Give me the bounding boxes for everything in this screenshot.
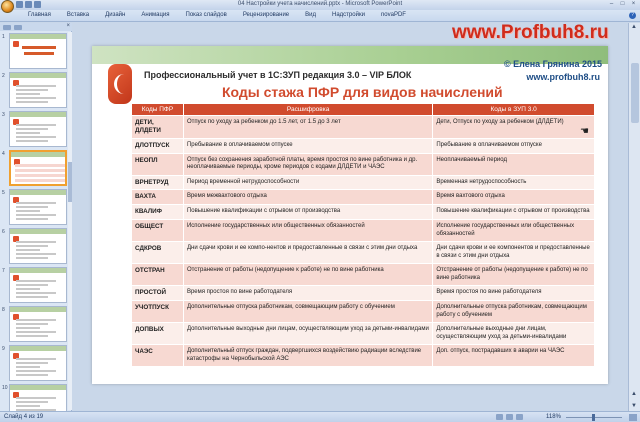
slides-tab[interactable]: [3, 25, 11, 30]
thumbnail-number: 3: [2, 112, 5, 118]
window-title: 04 Настройки учета начислений.pptx - Microsoft PowerPoint: [237, 1, 403, 7]
slide-thumbnail[interactable]: [0, 266, 72, 304]
zup-code-cell: Исполнение государственных или общественных обязанностей: [433, 220, 595, 242]
zoom-slider-knob[interactable]: [592, 414, 595, 421]
table-row: [132, 242, 595, 264]
thumbnail-preview[interactable]: [9, 33, 67, 69]
table-row: [132, 116, 595, 139]
code-cell: ВАХТА: [132, 190, 184, 205]
table-row: [132, 138, 595, 153]
table-header-row: [132, 104, 595, 116]
tab-novapdf[interactable]: novaPDF: [380, 12, 406, 18]
code-cell: СДКРОВ: [132, 242, 184, 264]
zup-code-cell: Отстранение от работы (недопущение к работе) не по вине работника: [433, 264, 595, 286]
slideshow-view-icon[interactable]: [516, 414, 523, 420]
slide-title: Коды стажа ПФР для видов начислений: [222, 84, 503, 100]
maximize-button[interactable]: □: [620, 1, 625, 7]
code-cell: ДЛОТПУСК: [132, 138, 184, 153]
thumbnail-preview[interactable]: [9, 111, 67, 147]
code-cell: ПРОСТОЙ: [132, 286, 184, 301]
title-bar: [0, 0, 640, 10]
slide-author: © Елена Грянина 2015: [503, 59, 602, 69]
thumbnail-preview[interactable]: [9, 150, 67, 186]
zup-code-cell: Пребывание в оплачиваемом отпуске: [433, 138, 595, 153]
office-orb-icon[interactable]: [1, 0, 14, 13]
scroll-up-icon[interactable]: ▲: [631, 24, 637, 30]
description-cell: Отпуск по уходу за ребенком до 1.5 лет, от 1.5 до 3 лет: [183, 116, 432, 139]
table-row: [132, 205, 595, 220]
code-cell: НЕОПЛ: [132, 153, 184, 175]
slide-counter: Слайд 4 из 19: [4, 414, 44, 420]
code-cell: ОБЩЕСТ: [132, 220, 184, 242]
thumbnail-number: 2: [2, 73, 5, 79]
ribbon-tabs: [28, 12, 406, 18]
slide-thumbnail[interactable]: [0, 227, 72, 265]
close-icon[interactable]: ×: [66, 23, 70, 29]
zup-code-cell: Повышение квалификации с отрывом от производства: [433, 205, 595, 220]
column-header: Расшифровка: [183, 104, 432, 116]
thumbnail-number: 10: [2, 385, 8, 391]
thumbnail-number: 4: [2, 151, 5, 157]
ribbon: [0, 10, 640, 22]
table-row: [132, 220, 595, 242]
description-cell: Дополнительный отпуск граждан, подвергшихся воздействию радиации вследствие катастрофы на Чернобыльской АЭС: [183, 345, 432, 367]
zup-code-cell: Временная нетрудоспособность: [433, 175, 595, 190]
outline-tab[interactable]: [14, 25, 22, 30]
tab-design[interactable]: Дизайн: [105, 12, 126, 18]
zoom-level[interactable]: 118%: [546, 414, 561, 420]
description-cell: Дополнительные выходные дни лицам, осуществляющим уход за детьми-инвалидами: [183, 323, 432, 345]
table-row: [132, 286, 595, 301]
zup-code-cell: Доп. отпуск, пострадавших в аварии на ЧАЭС: [433, 345, 595, 367]
tab-insert[interactable]: Вставка: [66, 12, 90, 18]
code-cell: УЧОТПУСК: [132, 301, 184, 323]
slide-thumbnail[interactable]: [0, 110, 72, 148]
slide-thumbnail[interactable]: [0, 305, 72, 343]
help-icon[interactable]: ?: [629, 12, 636, 19]
code-cell: ОТСТРАН: [132, 264, 184, 286]
description-cell: Время межвахтового отдыха: [183, 190, 432, 205]
description-cell: Пребывание в оплачиваемом отпуске: [183, 138, 432, 153]
scroll-thumb[interactable]: [631, 63, 639, 123]
status-bar: [0, 411, 640, 422]
description-cell: Отпуск без сохранения заработной платы, время простоя по вине работника и др. неоплачиваемые периоды, кроме периодов с кодами ДЛДЕТИ и ЧАЭС: [183, 153, 432, 175]
column-header: Коды в ЗУП 3.0: [433, 104, 595, 116]
tab-home[interactable]: Главная: [28, 12, 51, 18]
zup-code-cell: Дополнительные отпуска работникам, совмещающим работу с обучением: [433, 301, 595, 323]
slide-subtitle: Профессиональный учет в 1С:ЗУП редакция 3.0 – VIP БЛОК: [144, 70, 412, 80]
description-cell: Исполнение государственных или общественных обязанностей: [183, 220, 432, 242]
normal-view-icon[interactable]: [496, 414, 503, 420]
zup-code-cell: Время вахтового отдыха: [433, 190, 595, 205]
table-row: [132, 190, 595, 205]
description-cell: Дни сдачи крови и ее компо-нентов и предоставленные в связи с этим дни отдыха: [183, 242, 432, 264]
watermark: www.Profbuh8.ru: [452, 22, 609, 43]
thumbnail-preview[interactable]: [9, 345, 67, 381]
description-cell: Повышение квалификации с отрывом от производства: [183, 205, 432, 220]
tab-slideshow[interactable]: Показ слайдов: [185, 12, 227, 18]
slide-thumbnail[interactable]: [0, 149, 72, 187]
sorter-view-icon[interactable]: [506, 414, 513, 420]
window-controls: [607, 1, 638, 8]
tab-animation[interactable]: Анимация: [141, 12, 170, 18]
thumbnail-preview[interactable]: [9, 228, 67, 264]
code-cell: ДОПВЫХ: [132, 323, 184, 345]
description-cell: Отстранение от работы (недопущение к работе) не по вине работника: [183, 264, 432, 286]
tab-addins[interactable]: Надстройки: [332, 12, 365, 18]
prev-slide-icon[interactable]: ▲: [631, 391, 637, 397]
thumbnail-number: 6: [2, 229, 5, 235]
thumbnail-number: 9: [2, 346, 5, 352]
thumbnail-number: 8: [2, 307, 5, 313]
thumbnail-preview[interactable]: [9, 267, 67, 303]
panel-tabs: [0, 23, 72, 31]
slide-thumbnail[interactable]: [0, 32, 72, 70]
table-row: [132, 345, 595, 367]
thumbnail-preview[interactable]: [9, 189, 67, 225]
zup-code-cell: Дети, Отпуск по уходу за ребенком (ДЛДЕТИ): [433, 116, 595, 139]
thumbnail-number: 7: [2, 268, 5, 274]
code-cell: КВАЛИФ: [132, 205, 184, 220]
minimize-button[interactable]: –: [609, 1, 614, 7]
logo-icon: [108, 64, 132, 104]
thumbnail-preview[interactable]: [9, 72, 67, 108]
view-buttons: [496, 414, 523, 420]
thumbnail-preview[interactable]: [9, 306, 67, 342]
tab-review[interactable]: Рецензирование: [242, 12, 290, 18]
slide-thumbnail[interactable]: [0, 71, 72, 109]
code-cell: ВРНЕТРУД: [132, 175, 184, 190]
scroll-thumb[interactable]: [68, 162, 72, 202]
table-row: [132, 153, 595, 175]
vertical-scrollbar[interactable]: [628, 23, 640, 411]
column-header: Коды ПФР: [132, 104, 184, 116]
tab-view[interactable]: Вид: [305, 12, 317, 18]
zup-code-cell: Неоплачиваемый период: [433, 153, 595, 175]
pfr-codes-table: [131, 103, 595, 367]
code-cell: ДЕТИ, ДЛДЕТИ: [132, 116, 184, 139]
slide-canvas[interactable]: [92, 46, 608, 384]
code-cell: ЧАЭС: [132, 345, 184, 367]
slide-thumbnail[interactable]: [0, 188, 72, 226]
description-cell: Период временной нетрудоспособности: [183, 175, 432, 190]
zup-code-cell: Дополнительные выходные дни лицам, осуществляющим уход за детьми-инвалидами: [433, 323, 595, 345]
slide-site: www.profbuh8.ru: [526, 72, 600, 82]
slides-panel: [0, 23, 72, 411]
table-row: [132, 175, 595, 190]
fit-to-window-icon[interactable]: [629, 414, 637, 421]
close-button[interactable]: ×: [631, 1, 636, 7]
hand-pointer-icon: ☚: [580, 126, 589, 137]
table-row: [132, 323, 595, 345]
description-cell: Время простоя по вине работодателя: [183, 286, 432, 301]
thumbnail-number: 5: [2, 190, 5, 196]
thumbnail-number: 1: [2, 34, 5, 40]
table-row: [132, 264, 595, 286]
thumbnail-scrollbar[interactable]: [68, 32, 72, 410]
description-cell: Дополнительные отпуска работникам, совмещающим работу с обучением: [183, 301, 432, 323]
next-slide-icon[interactable]: ▼: [631, 403, 637, 409]
zup-code-cell: Дни сдачи крови и ее компонентов и предоставленные в связи с этим дни отдыха: [433, 242, 595, 264]
zup-code-cell: Время простоя по вине работодателя: [433, 286, 595, 301]
table-row: [132, 301, 595, 323]
slide-thumbnail[interactable]: [0, 344, 72, 382]
